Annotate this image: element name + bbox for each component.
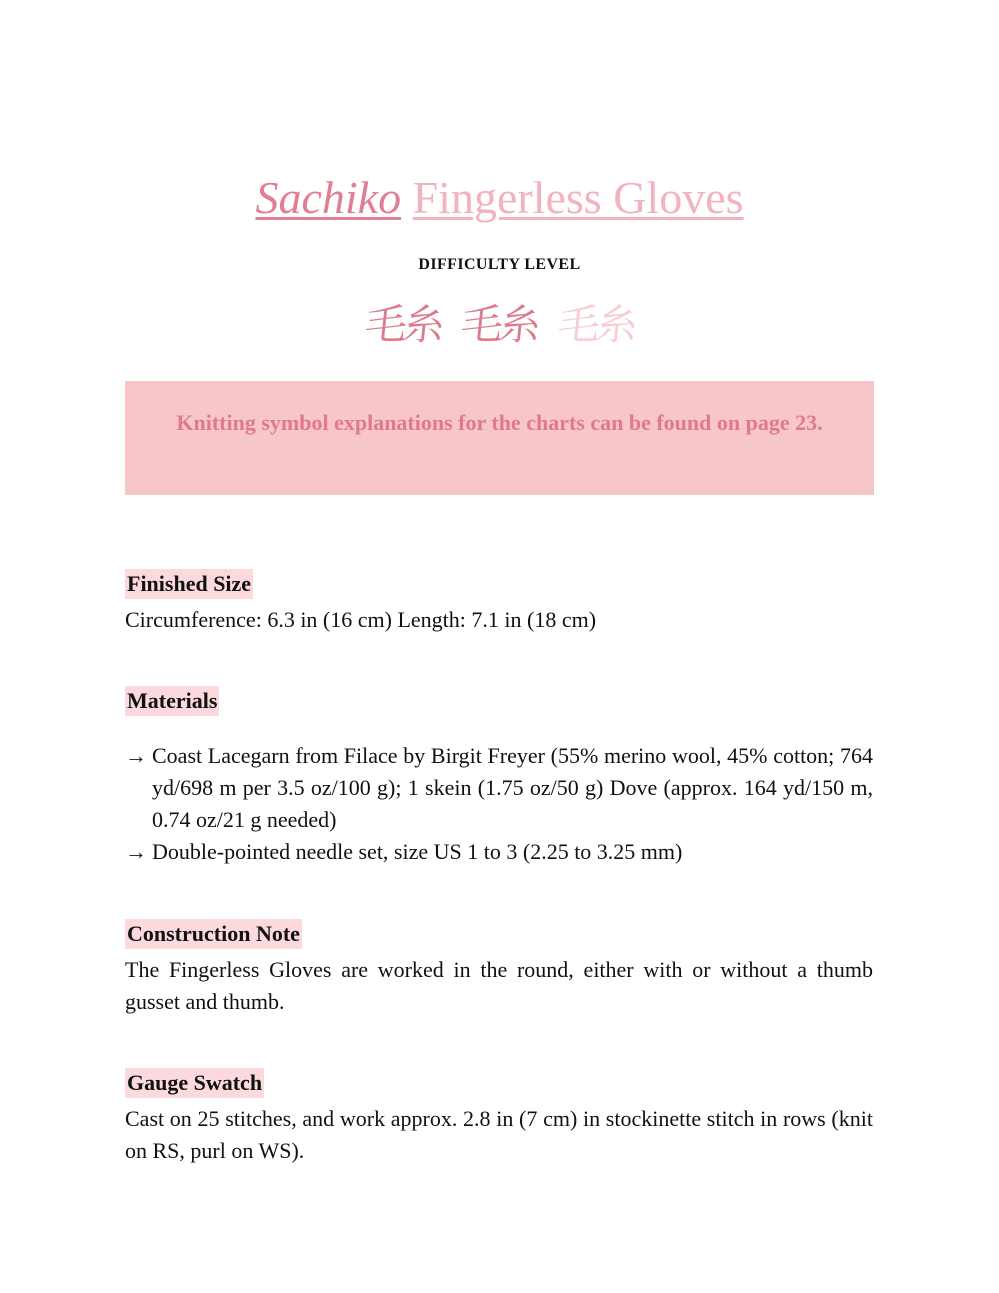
- yarn-icon: 毛糸: [554, 300, 637, 349]
- materials-section: [125, 686, 873, 868]
- list-item: [125, 740, 873, 836]
- notice-text: Knitting symbol explanations for the charts can be found on page 23.: [176, 410, 823, 435]
- list-item: [125, 836, 873, 868]
- material-item-text: Coast Lacegarn from Filace by Birgit Freyer (55% merino wool, 45% cotton; 764 yd/698 m per 3.5 oz/100 g); 1 skein (1.75 oz/50 g) Dove (approx. 164 yd/150 m, 0.74 oz/21 g needed): [152, 743, 873, 832]
- page-title: [0, 170, 999, 226]
- finished-size-heading: Finished Size: [125, 569, 253, 599]
- title-part-2: Fingerless Gloves: [412, 172, 744, 223]
- chart-symbol-notice: [125, 381, 874, 495]
- difficulty-rating: [0, 292, 999, 358]
- material-item-text: Double-pointed needle set, size US 1 to 3 (2.25 to 3.25 mm): [152, 839, 683, 864]
- yarn-icon: 毛糸: [458, 300, 541, 349]
- materials-heading: Materials: [125, 686, 219, 716]
- construction-text: The Fingerless Gloves are worked in the round, either with or without a thumb gusset and thumb.: [125, 957, 873, 1014]
- finished-size-section: [125, 569, 873, 636]
- yarn-icon: 毛糸: [362, 300, 445, 349]
- arrow-bullet-icon: →: [125, 743, 147, 768]
- title-part-1: Sachiko: [255, 172, 402, 223]
- arrow-bullet-icon: →: [125, 839, 147, 864]
- gauge-section: [125, 1068, 873, 1167]
- construction-heading: Construction Note: [125, 919, 302, 949]
- finished-size-text: Circumference: 6.3 in (16 cm) Length: 7.1 in (18 cm): [125, 607, 597, 632]
- difficulty-label: DIFFICULTY LEVEL: [418, 256, 581, 273]
- materials-list: [125, 740, 873, 868]
- construction-section: [125, 919, 873, 1018]
- gauge-text: Cast on 25 stitches, and work approx. 2.8 in (7 cm) in stockinette stitch in rows (knit on RS, purl on WS).: [125, 1106, 873, 1163]
- gauge-heading: Gauge Swatch: [125, 1068, 264, 1098]
